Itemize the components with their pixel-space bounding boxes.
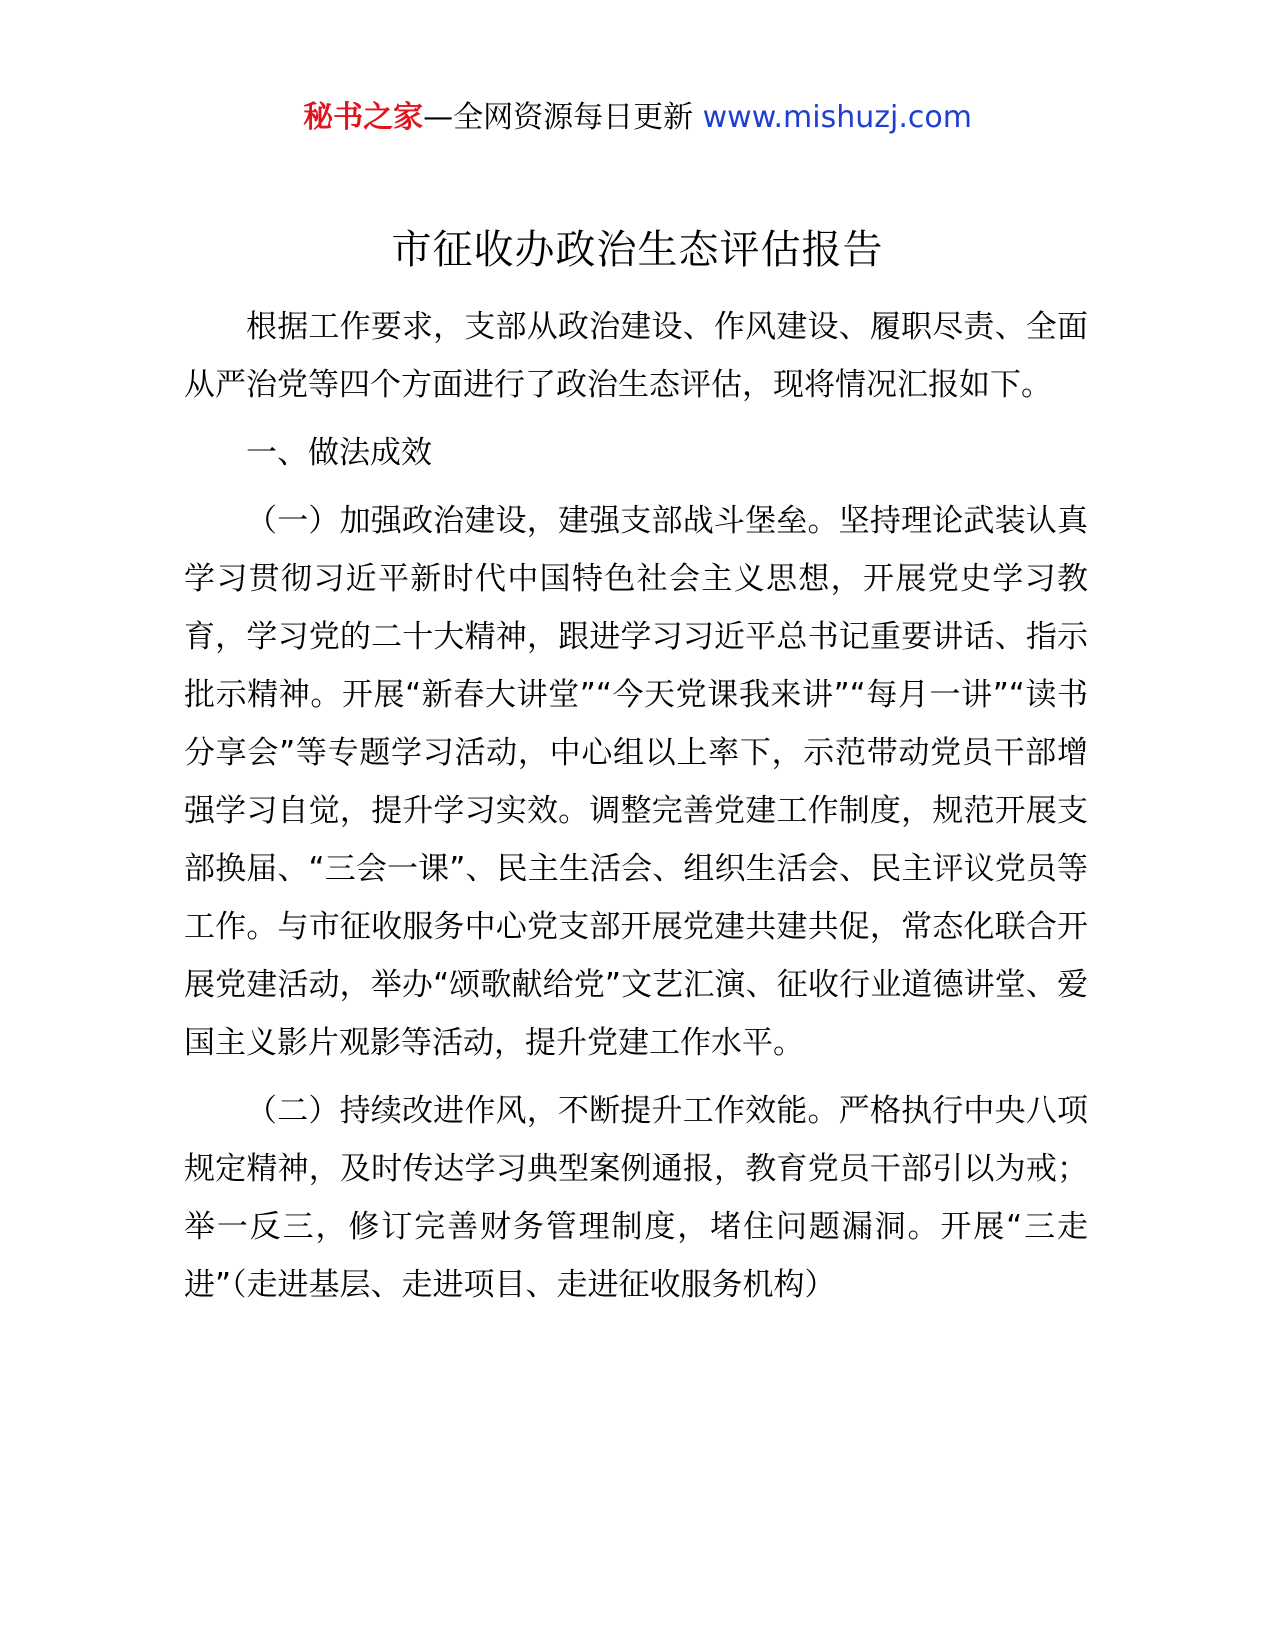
brand-name: 秘书之家	[303, 100, 424, 135]
site-banner	[0, 96, 1275, 140]
intro-paragraph: 根据工作要求，支部从政治建设、作风建设、履职尽责、全面从严治党等四个方面进行了政治生态评估，现将情况汇报如下。	[184, 309, 1088, 403]
body-paragraph: （二）持续改进作风，不断提升工作效能。严格执行中央八项规定精神，及时传达学习典型案例通报，教育党员干部引以为戒；举一反三，修订完善财务管理制度，堵住问题漏洞。开展“三走进”（走进基层、走进项目、走进征收服务机构）	[184, 1093, 1088, 1303]
body-paragraph: （一）加强政治建设，建强支部战斗堡垒。坚持理论武装认真学习贯彻习近平新时代中国特色社会主义思想，开展党史学习教育，学习党的二十大精神，跟进学习习近平总书记重要讲话、指示批示精神。开展“新春大讲堂”“今天党课我来讲”“每月一讲”“读书分享会”等专题学习活动，中心组以上率下，示范带动党员干部增强学习自觉，提升学习实效。调整完善党建工作制度，规范开展支部换届、“三会一课”、民主生活会、组织生活会、民主评议党员等工作。与市征收服务中心党支部开展党建共建共促，常态化联合开展党建活动，举办“颂歌献给党”文艺汇演、征收行业道德讲堂、爱国主义影片观影等活动，提升党建工作水平。	[184, 503, 1088, 1061]
section-heading: 一、做法成效	[246, 435, 432, 471]
site-url-link[interactable]: www.mishuzj.com	[702, 100, 972, 135]
document-title: 市征收办政治生态评估报告	[391, 227, 884, 273]
document-body	[184, 298, 1088, 1324]
banner-tagline: —全网资源每日更新	[423, 100, 703, 135]
